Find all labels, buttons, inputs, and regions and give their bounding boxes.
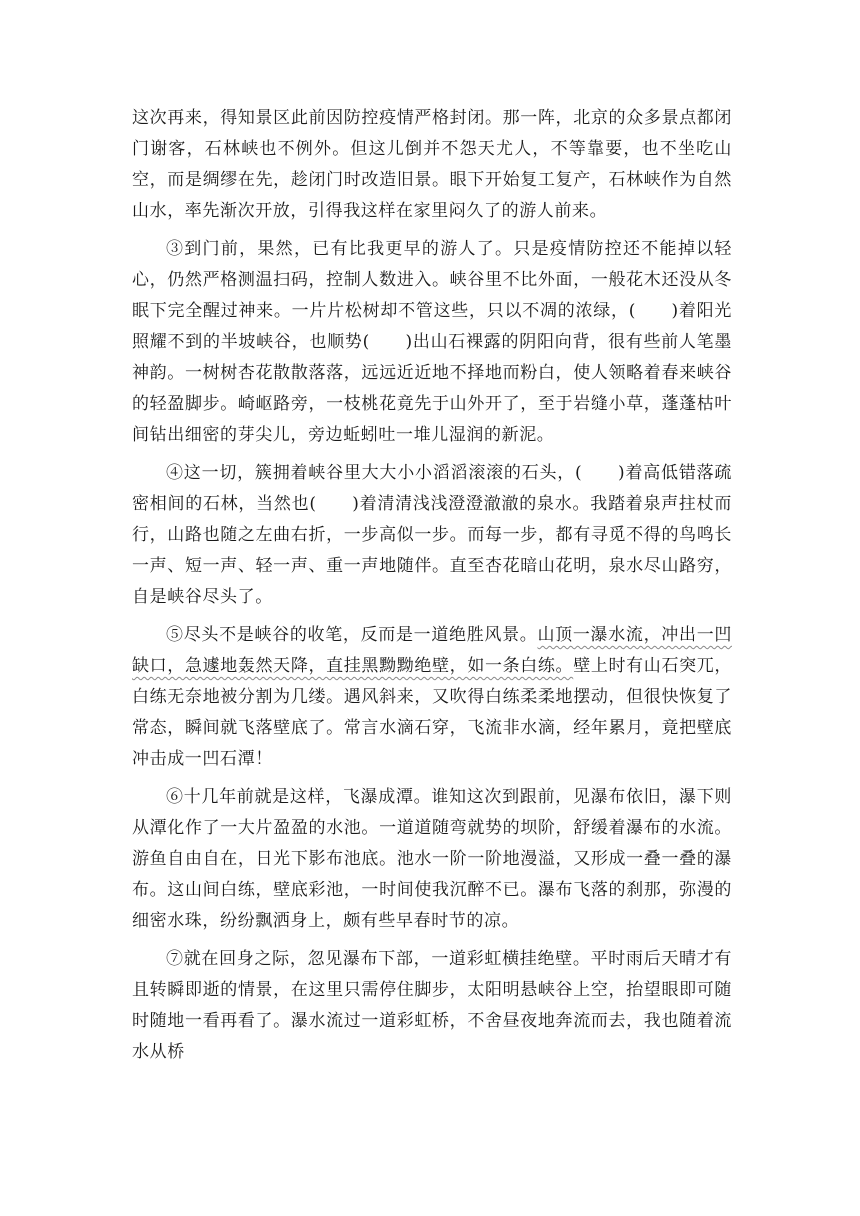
paragraph-6: ⑥十几年前就是这样，飞瀑成潭。谁知这次到跟前，见瀑布依旧，瀑下则从潭化作了一大片盈盈的水池。一道道随弯就势的坝阶，舒缓着瀑布的水流。游鱼自由自在，日光下影布池底。池水一阶一阶地漫溢，又形成一叠一叠的瀑布。这山间白练，壁底彩池，一时间使我沉醉不已。瀑布飞落的刹那，弥漫的细密水珠，纷纷飘洒身上，颇有些早春时节的凉。 [132,787,732,931]
paragraph-5-underlined-sentence: 山顶一瀑水流，冲出一凹缺口，急遽地轰然天降，直挂黑黝黝绝壁，如一条白练。 [132,625,732,676]
paragraph-7: ⑦就在回身之际，忽见瀑布下部，一道彩虹横挂绝壁。平时雨后天晴才有且转瞬即逝的情景，在这里只需停住脚步，太阳明悬峡谷上空，抬望眼即可随时随地一看再看了。瀑水流过一道彩虹桥，不舍昼夜地奔流而去，我也随着流水从桥 [132,949,732,1062]
paragraph-2-continued: 这次再来，得知景区此前因防控疫情严格封闭。那一阵，北京的众多景点都闭门谢客，石林峡也不例外。但这儿倒并不怨天尤人，不等靠要，也不坐吃山空，而是绸缪在先，趁闭门时改造旧景。眼下开始复工复产，石林峡作为自然山水，率先渐次开放，引得我这样在家里闷久了的游人前来。 [132,108,732,221]
paragraph-5-lead: ⑤尽头不是峡谷的收笔，反而是一道绝胜风景。 [166,625,538,645]
paragraph-5-tail: 壁上时有山石突兀，白练无奈地被分割为几缕。遇风斜来，又吹得白练柔柔地摆动，但很快恢复了常态，瞬间就飞落壁底了。常言水滴石穿，飞流非水滴，经年累月，竟把壁底冲击成一凹石潭！ [132,656,733,769]
article-body [132,103,732,1068]
paragraph-4: ④这一切，簇拥着峡谷里大大小小滔滔滚滚的石头，( )着高低错落疏密相间的石林，当然也( )着清清浅浅澄澄澈澈的泉水。我踏着泉声拄杖而行，山路也随之左曲右折，一步高似一步。而每一步，都有寻觅不得的鸟鸣长一声、短一声、轻一声、重一声地随伴。直至杏花暗山花明，泉水尽山路穷，自是峡谷尽头了。 [132,463,732,607]
paragraph-5 [132,620,732,775]
paragraph-3: ③到门前，果然，已有比我更早的游人了。只是疫情防控还不能掉以轻心，仍然严格测温扫码，控制人数进入。峡谷里不比外面，一般花木还没从冬眠下完全醒过神来。一片片松树却不管这些，只以不凋的浓绿，( )着阳光照耀不到的半坡峡谷，也顺势( )出山石裸露的阴阳向背，很有些前人笔墨神韵。一树树杏花散散落落，远远近近地不择地而粉白，使人领略着春来峡谷的轻盈脚步。崎岖路旁，一枝桃花竟先于山外开了，至于岩缝小草，蓬蓬枯叶间钻出细密的芽尖儿，旁边蚯蚓吐一堆儿湿润的新泥。 [132,239,732,445]
